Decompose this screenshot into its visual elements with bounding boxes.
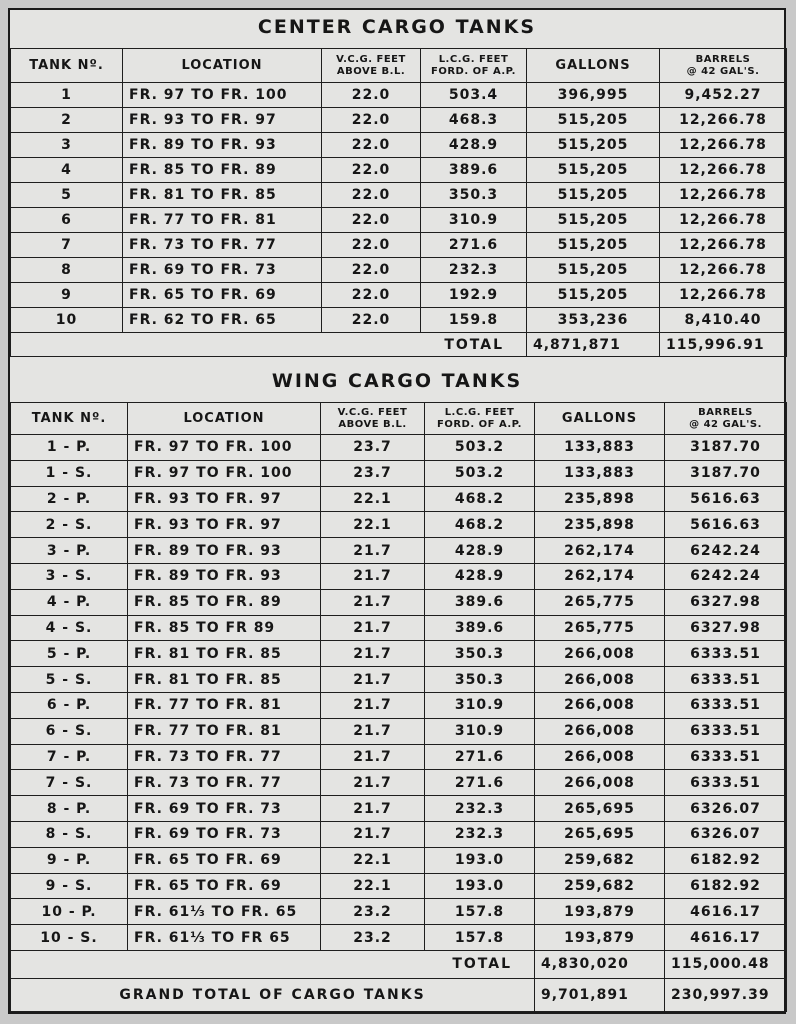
lcg-cell: 310.9 bbox=[425, 692, 535, 718]
location-cell: FR. 85 TO FR 89 bbox=[128, 615, 321, 641]
barrels-cell: 6333.51 bbox=[665, 692, 787, 718]
lcg-cell: 271.6 bbox=[421, 233, 527, 258]
barrels-cell: 8,410.40 bbox=[660, 308, 787, 333]
table-row bbox=[11, 563, 787, 589]
location-cell: FR. 97 TO FR. 100 bbox=[128, 460, 321, 486]
vcg-cell: 22.0 bbox=[322, 233, 421, 258]
gallons-cell: 515,205 bbox=[527, 258, 660, 283]
lcg-cell: 193.0 bbox=[425, 873, 535, 899]
lcg-cell: 389.6 bbox=[421, 158, 527, 183]
location-cell: FR. 62 TO FR. 65 bbox=[123, 308, 322, 333]
col-header-tank: TANK Nº. bbox=[11, 49, 123, 83]
location-cell: FR. 77 TO FR. 81 bbox=[128, 718, 321, 744]
lcg-cell: 350.3 bbox=[425, 667, 535, 693]
lcg-cell: 193.0 bbox=[425, 847, 535, 873]
barrels-cell: 5616.63 bbox=[665, 486, 787, 512]
center-total-label: TOTAL bbox=[421, 333, 527, 357]
table-row bbox=[11, 744, 787, 770]
lcg-cell: 232.3 bbox=[421, 258, 527, 283]
col-header-gallons: GALLONS bbox=[535, 403, 665, 435]
lcg-cell: 503.2 bbox=[425, 460, 535, 486]
table-row bbox=[11, 770, 787, 796]
vcg-cell: 23.2 bbox=[321, 925, 425, 951]
lcg-cell: 428.9 bbox=[425, 563, 535, 589]
col-header-barrels: BARRELS @ 42 GAL'S. bbox=[665, 403, 787, 435]
tank-number-cell: 8 - P. bbox=[11, 796, 128, 822]
location-cell: FR. 93 TO FR. 97 bbox=[128, 486, 321, 512]
wing-section-title: WING CARGO TANKS bbox=[271, 370, 523, 392]
location-cell: FR. 61⅓ TO FR. 65 bbox=[128, 899, 321, 925]
barrels-cell: 12,266.78 bbox=[660, 158, 787, 183]
vcg-cell: 22.1 bbox=[321, 873, 425, 899]
gallons-cell: 259,682 bbox=[535, 873, 665, 899]
location-cell: FR. 93 TO FR. 97 bbox=[123, 108, 322, 133]
tank-number-cell: 10 bbox=[11, 308, 123, 333]
tank-number-cell: 3 - P. bbox=[11, 538, 128, 564]
col-header-gallons: GALLONS bbox=[527, 49, 660, 83]
barrels-cell: 12,266.78 bbox=[660, 283, 787, 308]
wing-total-spacer bbox=[11, 950, 425, 978]
location-cell: FR. 85 TO FR. 89 bbox=[123, 158, 322, 183]
wing-cargo-table bbox=[10, 402, 787, 1012]
col-header-location: LOCATION bbox=[128, 403, 321, 435]
location-cell: FR. 89 TO FR. 93 bbox=[128, 563, 321, 589]
col-header-tank: TANK Nº. bbox=[11, 403, 128, 435]
vcg-cell: 21.7 bbox=[321, 641, 425, 667]
gallons-cell: 262,174 bbox=[535, 538, 665, 564]
vcg-cell: 22.1 bbox=[321, 847, 425, 873]
wing-total-gallons: 4,830,020 bbox=[535, 950, 665, 978]
table-row bbox=[11, 308, 787, 333]
location-cell: FR. 89 TO FR. 93 bbox=[123, 133, 322, 158]
barrels-cell: 6182.92 bbox=[665, 873, 787, 899]
table-row bbox=[11, 108, 787, 133]
table-row bbox=[11, 718, 787, 744]
wing-total-barrels: 115,000.48 bbox=[665, 950, 787, 978]
center-total-spacer bbox=[11, 333, 421, 357]
lcg-cell: 468.2 bbox=[425, 486, 535, 512]
barrels-cell: 6333.51 bbox=[665, 667, 787, 693]
table-row bbox=[11, 925, 787, 951]
tank-number-cell: 6 bbox=[11, 208, 123, 233]
table-row bbox=[11, 538, 787, 564]
vcg-cell: 23.7 bbox=[321, 460, 425, 486]
vcg-cell: 21.7 bbox=[321, 538, 425, 564]
gallons-cell: 515,205 bbox=[527, 133, 660, 158]
table-row bbox=[11, 460, 787, 486]
table-row bbox=[11, 589, 787, 615]
gallons-cell: 266,008 bbox=[535, 718, 665, 744]
vcg-cell: 22.0 bbox=[322, 208, 421, 233]
vcg-cell: 22.0 bbox=[322, 308, 421, 333]
barrels-cell: 12,266.78 bbox=[660, 258, 787, 283]
gallons-cell: 515,205 bbox=[527, 183, 660, 208]
tank-number-cell: 1 bbox=[11, 83, 123, 108]
col-header-vcg: V.C.G. FEET ABOVE B.L. bbox=[322, 49, 421, 83]
barrels-cell: 6333.51 bbox=[665, 744, 787, 770]
tank-number-cell: 2 bbox=[11, 108, 123, 133]
lcg-cell: 350.3 bbox=[421, 183, 527, 208]
tank-number-cell: 8 - S. bbox=[11, 821, 128, 847]
barrels-cell: 12,266.78 bbox=[660, 183, 787, 208]
tank-number-cell: 7 - S. bbox=[11, 770, 128, 796]
vcg-cell: 22.1 bbox=[321, 486, 425, 512]
tank-number-cell: 6 - S. bbox=[11, 718, 128, 744]
cargo-tank-sheet bbox=[8, 8, 786, 1014]
barrels-cell: 4616.17 bbox=[665, 899, 787, 925]
location-cell: FR. 97 TO FR. 100 bbox=[123, 83, 322, 108]
table-row bbox=[11, 208, 787, 233]
gallons-cell: 235,898 bbox=[535, 512, 665, 538]
table-row bbox=[11, 847, 787, 873]
center-total-barrels: 115,996.91 bbox=[660, 333, 787, 357]
gallons-cell: 235,898 bbox=[535, 486, 665, 512]
barrels-cell: 3187.70 bbox=[665, 435, 787, 461]
table-row bbox=[11, 667, 787, 693]
barrels-cell: 5616.63 bbox=[665, 512, 787, 538]
gallons-cell: 515,205 bbox=[527, 108, 660, 133]
tank-number-cell: 1 - S. bbox=[11, 460, 128, 486]
grand-total-gallons: 9,701,891 bbox=[535, 978, 665, 1011]
lcg-cell: 271.6 bbox=[425, 744, 535, 770]
gallons-cell: 133,883 bbox=[535, 435, 665, 461]
vcg-cell: 21.7 bbox=[321, 563, 425, 589]
lcg-cell: 389.6 bbox=[425, 589, 535, 615]
location-cell: FR. 77 TO FR. 81 bbox=[123, 208, 322, 233]
vcg-cell: 22.0 bbox=[322, 108, 421, 133]
lcg-cell: 271.6 bbox=[425, 770, 535, 796]
gallons-cell: 515,205 bbox=[527, 233, 660, 258]
barrels-cell: 3187.70 bbox=[665, 460, 787, 486]
gallons-cell: 265,695 bbox=[535, 796, 665, 822]
gallons-cell: 266,008 bbox=[535, 770, 665, 796]
location-cell: FR. 73 TO FR. 77 bbox=[128, 770, 321, 796]
gallons-cell: 133,883 bbox=[535, 460, 665, 486]
lcg-cell: 350.3 bbox=[425, 641, 535, 667]
vcg-cell: 21.7 bbox=[321, 692, 425, 718]
wing-total-row bbox=[11, 950, 787, 978]
gallons-cell: 265,695 bbox=[535, 821, 665, 847]
center-total-gallons: 4,871,871 bbox=[527, 333, 660, 357]
lcg-cell: 232.3 bbox=[425, 821, 535, 847]
table-row bbox=[11, 641, 787, 667]
location-cell: FR. 65 TO FR. 69 bbox=[128, 847, 321, 873]
location-cell: FR. 89 TO FR. 93 bbox=[128, 538, 321, 564]
barrels-cell: 6333.51 bbox=[665, 718, 787, 744]
vcg-cell: 21.7 bbox=[321, 667, 425, 693]
gallons-cell: 266,008 bbox=[535, 667, 665, 693]
col-header-lcg: L.C.G. FEET FORD. OF A.P. bbox=[425, 403, 535, 435]
vcg-cell: 21.7 bbox=[321, 589, 425, 615]
center-section-title: CENTER CARGO TANKS bbox=[257, 16, 537, 38]
vcg-cell: 21.7 bbox=[321, 718, 425, 744]
tank-number-cell: 6 - P. bbox=[11, 692, 128, 718]
col-header-lcg: L.C.G. FEET FORD. OF A.P. bbox=[421, 49, 527, 83]
lcg-cell: 503.4 bbox=[421, 83, 527, 108]
tank-number-cell: 8 bbox=[11, 258, 123, 283]
barrels-cell: 6327.98 bbox=[665, 615, 787, 641]
tank-number-cell: 5 - P. bbox=[11, 641, 128, 667]
lcg-cell: 310.9 bbox=[421, 208, 527, 233]
col-header-location: LOCATION bbox=[123, 49, 322, 83]
gallons-cell: 515,205 bbox=[527, 208, 660, 233]
gallons-cell: 353,236 bbox=[527, 308, 660, 333]
lcg-cell: 468.2 bbox=[425, 512, 535, 538]
tank-number-cell: 5 - S. bbox=[11, 667, 128, 693]
gallons-cell: 193,879 bbox=[535, 899, 665, 925]
vcg-cell: 23.7 bbox=[321, 435, 425, 461]
table-row bbox=[11, 133, 787, 158]
lcg-cell: 157.8 bbox=[425, 899, 535, 925]
location-cell: FR. 69 TO FR. 73 bbox=[128, 796, 321, 822]
location-cell: FR. 73 TO FR. 77 bbox=[128, 744, 321, 770]
lcg-cell: 159.8 bbox=[421, 308, 527, 333]
center-total-row bbox=[11, 333, 787, 357]
tank-number-cell: 7 bbox=[11, 233, 123, 258]
location-cell: FR. 61⅓ TO FR 65 bbox=[128, 925, 321, 951]
col-header-barrels: BARRELS @ 42 GAL'S. bbox=[660, 49, 787, 83]
barrels-cell: 6326.07 bbox=[665, 821, 787, 847]
vcg-cell: 22.0 bbox=[322, 83, 421, 108]
table-row bbox=[11, 83, 787, 108]
vcg-cell: 21.7 bbox=[321, 615, 425, 641]
barrels-cell: 12,266.78 bbox=[660, 233, 787, 258]
tank-number-cell: 9 bbox=[11, 283, 123, 308]
location-cell: FR. 81 TO FR. 85 bbox=[128, 641, 321, 667]
gallons-cell: 396,995 bbox=[527, 83, 660, 108]
location-cell: FR. 65 TO FR. 69 bbox=[123, 283, 322, 308]
tank-number-cell: 1 - P. bbox=[11, 435, 128, 461]
barrels-cell: 12,266.78 bbox=[660, 208, 787, 233]
location-cell: FR. 65 TO FR. 69 bbox=[128, 873, 321, 899]
location-cell: FR. 73 TO FR. 77 bbox=[123, 233, 322, 258]
table-row bbox=[11, 158, 787, 183]
vcg-cell: 22.0 bbox=[322, 258, 421, 283]
location-cell: FR. 81 TO FR. 85 bbox=[128, 667, 321, 693]
tank-number-cell: 10 - S. bbox=[11, 925, 128, 951]
barrels-cell: 6326.07 bbox=[665, 796, 787, 822]
tank-number-cell: 4 - S. bbox=[11, 615, 128, 641]
vcg-cell: 21.7 bbox=[321, 796, 425, 822]
tank-number-cell: 9 - P. bbox=[11, 847, 128, 873]
center-header-row bbox=[11, 49, 787, 83]
lcg-cell: 157.8 bbox=[425, 925, 535, 951]
gallons-cell: 266,008 bbox=[535, 692, 665, 718]
barrels-cell: 6327.98 bbox=[665, 589, 787, 615]
tank-number-cell: 5 bbox=[11, 183, 123, 208]
gallons-cell: 265,775 bbox=[535, 615, 665, 641]
table-row bbox=[11, 796, 787, 822]
tank-number-cell: 2 - P. bbox=[11, 486, 128, 512]
gallons-cell: 515,205 bbox=[527, 158, 660, 183]
vcg-cell: 22.0 bbox=[322, 158, 421, 183]
barrels-cell: 6242.24 bbox=[665, 538, 787, 564]
lcg-cell: 428.9 bbox=[421, 133, 527, 158]
table-row bbox=[11, 821, 787, 847]
vcg-cell: 21.7 bbox=[321, 744, 425, 770]
lcg-cell: 468.3 bbox=[421, 108, 527, 133]
table-row bbox=[11, 873, 787, 899]
table-row bbox=[11, 183, 787, 208]
tank-number-cell: 4 bbox=[11, 158, 123, 183]
table-row bbox=[11, 899, 787, 925]
vcg-cell: 23.2 bbox=[321, 899, 425, 925]
vcg-cell: 22.0 bbox=[322, 283, 421, 308]
grand-total-row bbox=[11, 978, 787, 1011]
lcg-cell: 503.2 bbox=[425, 435, 535, 461]
tank-number-cell: 9 - S. bbox=[11, 873, 128, 899]
table-row bbox=[11, 258, 787, 283]
barrels-cell: 6333.51 bbox=[665, 770, 787, 796]
barrels-cell: 4616.17 bbox=[665, 925, 787, 951]
table-row bbox=[11, 283, 787, 308]
barrels-cell: 12,266.78 bbox=[660, 133, 787, 158]
tank-number-cell: 4 - P. bbox=[11, 589, 128, 615]
table-row bbox=[11, 615, 787, 641]
gallons-cell: 259,682 bbox=[535, 847, 665, 873]
col-header-vcg: V.C.G. FEET ABOVE B.L. bbox=[321, 403, 425, 435]
lcg-cell: 389.6 bbox=[425, 615, 535, 641]
lcg-cell: 192.9 bbox=[421, 283, 527, 308]
barrels-cell: 9,452.27 bbox=[660, 83, 787, 108]
table-row bbox=[11, 233, 787, 258]
lcg-cell: 310.9 bbox=[425, 718, 535, 744]
gallons-cell: 266,008 bbox=[535, 641, 665, 667]
gallons-cell: 193,879 bbox=[535, 925, 665, 951]
location-cell: FR. 85 TO FR. 89 bbox=[128, 589, 321, 615]
vcg-cell: 22.0 bbox=[322, 183, 421, 208]
vcg-cell: 22.0 bbox=[322, 133, 421, 158]
vcg-cell: 21.7 bbox=[321, 821, 425, 847]
location-cell: FR. 77 TO FR. 81 bbox=[128, 692, 321, 718]
location-cell: FR. 69 TO FR. 73 bbox=[123, 258, 322, 283]
gallons-cell: 262,174 bbox=[535, 563, 665, 589]
tank-number-cell: 2 - S. bbox=[11, 512, 128, 538]
tank-number-cell: 3 bbox=[11, 133, 123, 158]
tank-number-cell: 7 - P. bbox=[11, 744, 128, 770]
table-row bbox=[11, 512, 787, 538]
vcg-cell: 22.1 bbox=[321, 512, 425, 538]
wing-header-row bbox=[11, 403, 787, 435]
grand-total-barrels: 230,997.39 bbox=[665, 978, 787, 1011]
location-cell: FR. 93 TO FR. 97 bbox=[128, 512, 321, 538]
gallons-cell: 515,205 bbox=[527, 283, 660, 308]
gallons-cell: 265,775 bbox=[535, 589, 665, 615]
lcg-cell: 428.9 bbox=[425, 538, 535, 564]
barrels-cell: 12,266.78 bbox=[660, 108, 787, 133]
barrels-cell: 6182.92 bbox=[665, 847, 787, 873]
tank-number-cell: 3 - S. bbox=[11, 563, 128, 589]
vcg-cell: 21.7 bbox=[321, 770, 425, 796]
center-cargo-table bbox=[10, 48, 787, 357]
location-cell: FR. 69 TO FR. 73 bbox=[128, 821, 321, 847]
location-cell: FR. 97 TO FR. 100 bbox=[128, 435, 321, 461]
location-cell: FR. 81 TO FR. 85 bbox=[123, 183, 322, 208]
table-row bbox=[11, 692, 787, 718]
barrels-cell: 6242.24 bbox=[665, 563, 787, 589]
table-row bbox=[11, 486, 787, 512]
tank-number-cell: 10 - P. bbox=[11, 899, 128, 925]
barrels-cell: 6333.51 bbox=[665, 641, 787, 667]
gallons-cell: 266,008 bbox=[535, 744, 665, 770]
grand-total-label: GRAND TOTAL OF CARGO TANKS bbox=[11, 978, 535, 1011]
table-row bbox=[11, 435, 787, 461]
lcg-cell: 232.3 bbox=[425, 796, 535, 822]
wing-total-label: TOTAL bbox=[425, 950, 535, 978]
